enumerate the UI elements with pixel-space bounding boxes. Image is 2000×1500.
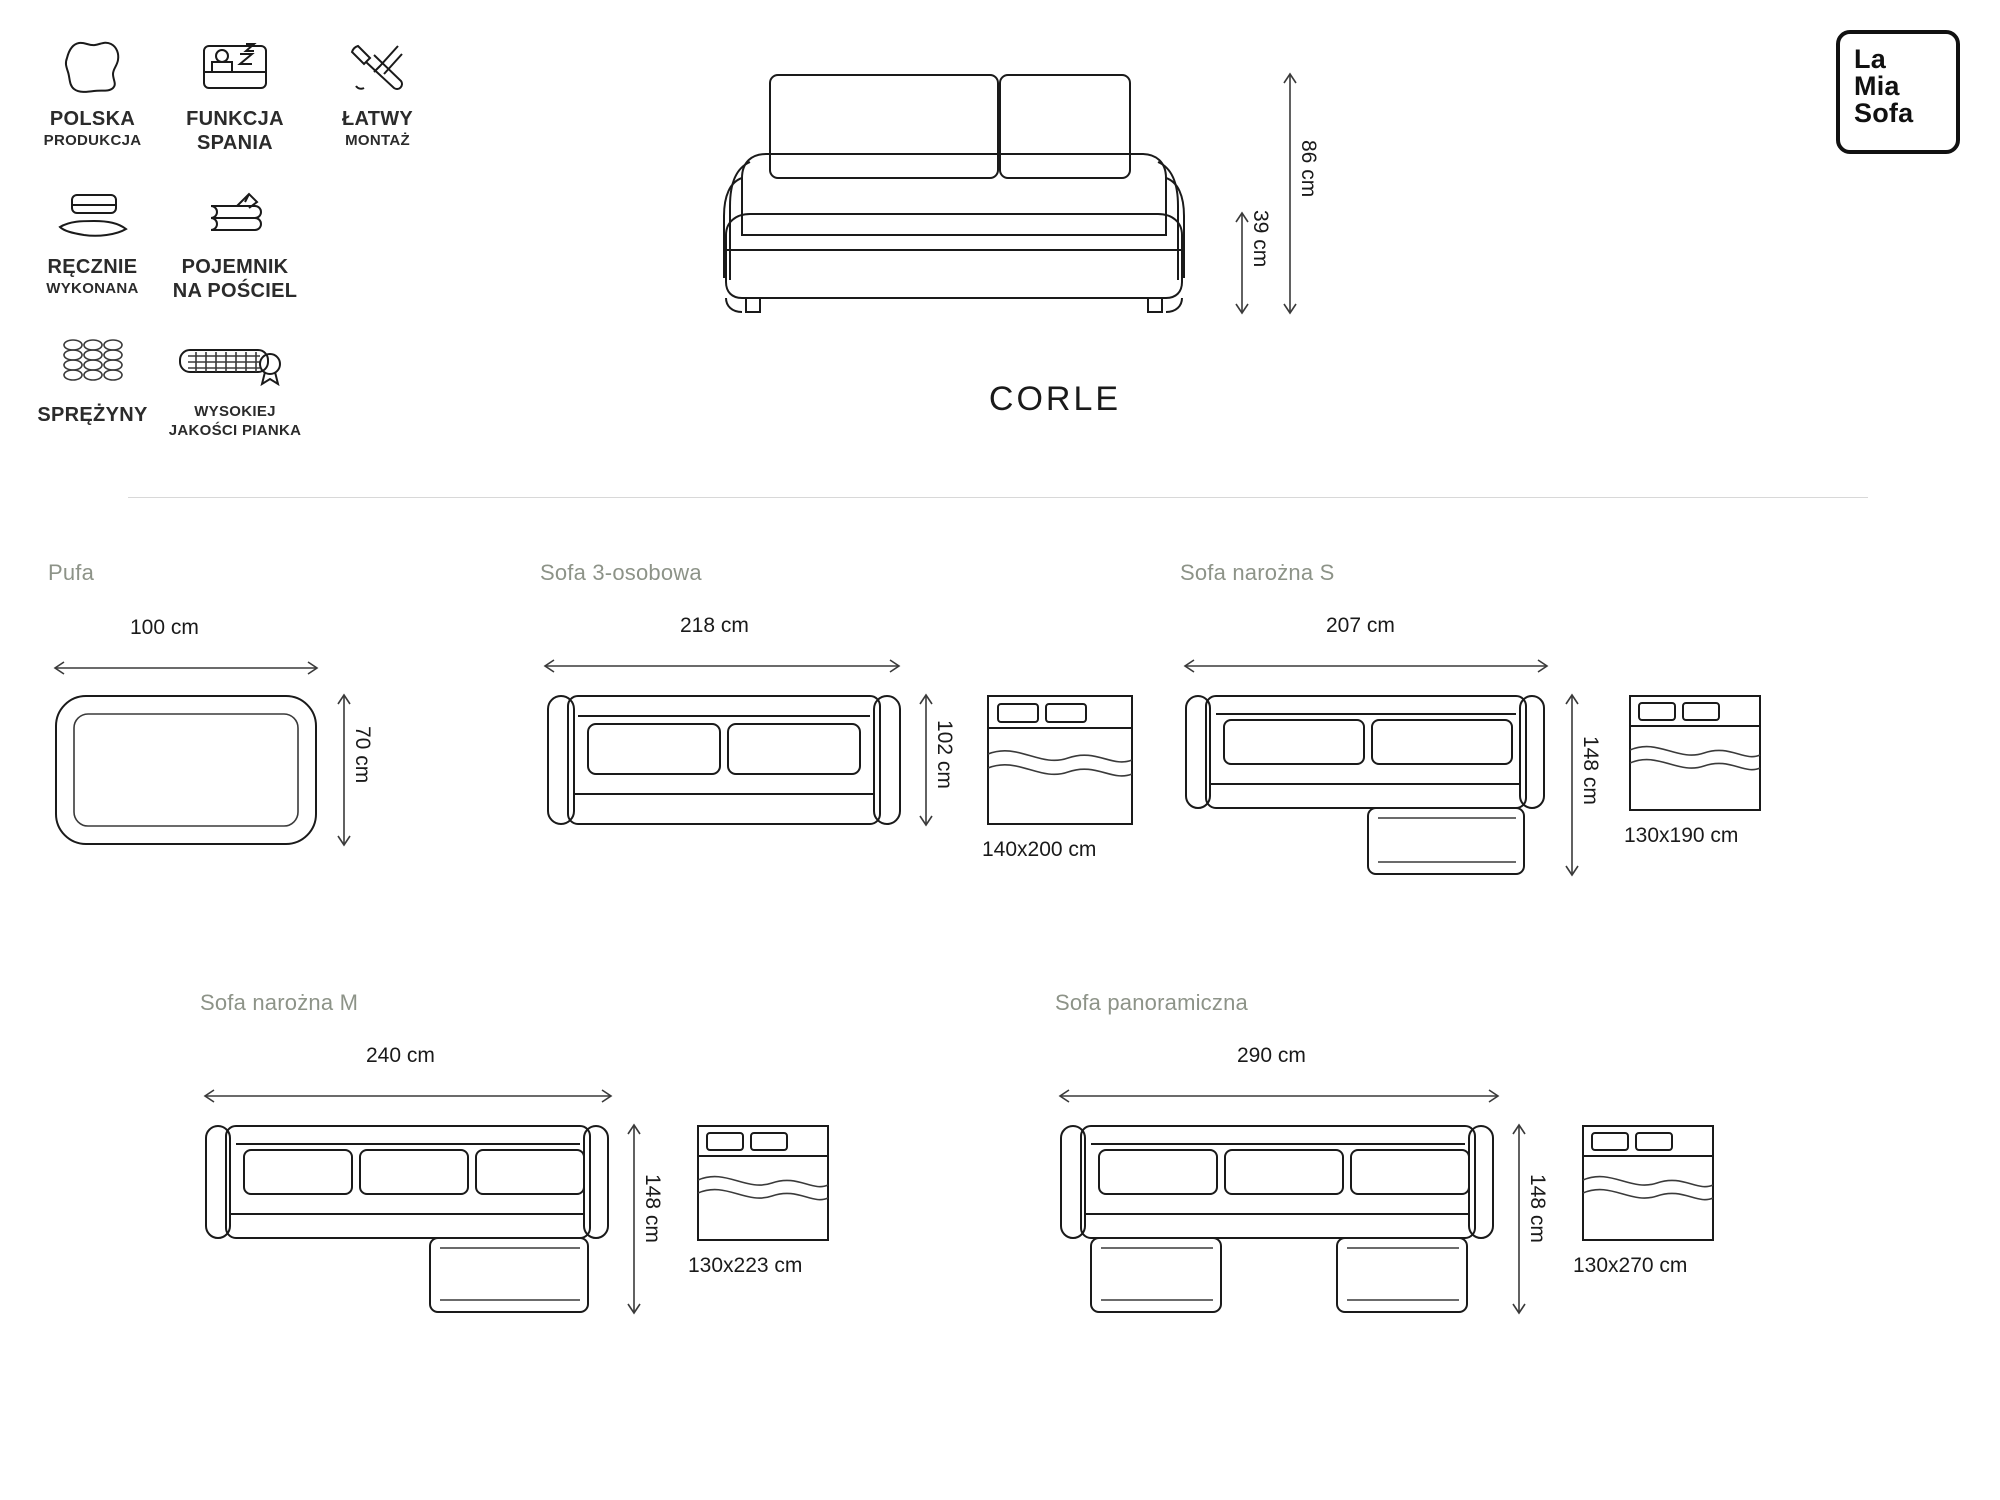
tools-icon — [315, 28, 440, 106]
variant-depth-label: 70 cm — [351, 726, 374, 784]
variant-depth-label: 102 cm — [933, 720, 956, 789]
section-divider — [128, 497, 1868, 498]
hero-seat-height-label: 39 cm — [1249, 210, 1272, 268]
hand-sofa-icon — [30, 176, 155, 254]
variant-caption: Pufa — [48, 560, 95, 585]
variant-depth-label: 148 cm — [641, 1174, 664, 1243]
variant-sofa-3-osobowa — [540, 560, 1180, 861]
brand-line3: Sofa — [1854, 98, 1914, 128]
sleep-function-icon — [155, 28, 315, 106]
variant-pufa — [48, 560, 408, 828]
brand-line1: La — [1854, 44, 1886, 74]
feature-wysokiej-jakosci-pianka — [155, 316, 315, 439]
variant-sofa-panoramiczna — [1055, 990, 1895, 1328]
variant-bed-size-label: 130x270 cm — [1573, 1254, 1688, 1277]
feature-polska-produkcja — [30, 20, 155, 149]
variant-bed-size-label: 130x223 cm — [688, 1254, 803, 1277]
variant-caption: Sofa panoramiczna — [1055, 990, 1248, 1015]
poland-map-icon — [30, 28, 155, 106]
feature-badges — [30, 20, 470, 439]
variant-sofa-narozna-m — [200, 990, 920, 1328]
product-name: CORLE — [988, 380, 1122, 418]
hero-sofa-front-view — [690, 50, 1420, 350]
feature-label-line1: WYSOKIEJ — [194, 403, 276, 420]
springs-icon — [30, 324, 155, 402]
feature-label-line2: MONTAŻ — [345, 132, 410, 149]
bedding-box-icon — [155, 176, 315, 254]
variant-depth-label: 148 cm — [1579, 736, 1602, 805]
variant-sofa-narozna-s — [1180, 560, 1960, 888]
feature-label-line2: SPANIA — [197, 132, 273, 154]
feature-label-line1: RĘCZNIE — [47, 256, 138, 278]
variant-caption: Sofa narożna S — [1180, 560, 1335, 585]
variant-caption: Sofa 3-osobowa — [540, 560, 702, 585]
feature-label-line1: ŁATWY — [341, 108, 414, 130]
feature-label-line1: FUNKCJA — [186, 108, 284, 130]
feature-label-line1: POJEMNIK — [181, 256, 289, 278]
variant-width-label: 100 cm — [130, 616, 199, 639]
feature-label-line1: POLSKA — [49, 108, 136, 130]
foam-quality-icon — [155, 324, 315, 402]
variant-width-label: 207 cm — [1326, 614, 1395, 637]
variant-width-label: 290 cm — [1237, 1044, 1306, 1067]
feature-pojemnik-na-posciel — [155, 168, 315, 302]
feature-funkcja-spania — [155, 20, 315, 154]
variant-caption: Sofa narożna M — [200, 990, 359, 1015]
feature-label-line2: PRODUKCJA — [43, 132, 142, 149]
hero-total-height-label: 86 cm — [1297, 140, 1320, 198]
variant-bed-size-label: 130x190 cm — [1624, 824, 1739, 847]
variant-depth-label: 148 cm — [1526, 1174, 1549, 1243]
feature-sprezyny — [30, 316, 155, 426]
feature-label-line2: NA POŚCIEL — [172, 280, 298, 302]
variant-width-label: 218 cm — [680, 614, 749, 637]
feature-label-line2: JAKOŚCI PIANKA — [168, 421, 302, 439]
feature-recznie-wykonana — [30, 168, 155, 297]
variant-bed-size-label: 140x200 cm — [982, 838, 1097, 861]
feature-latwy-montaz — [315, 20, 440, 149]
variant-width-label: 240 cm — [366, 1044, 435, 1067]
brand-line2: Mia — [1854, 71, 1900, 101]
feature-label-line2: WYKONANA — [46, 280, 139, 297]
brand-logo — [1836, 30, 1960, 154]
feature-label-line1: SPRĘŻYNY — [37, 404, 148, 426]
